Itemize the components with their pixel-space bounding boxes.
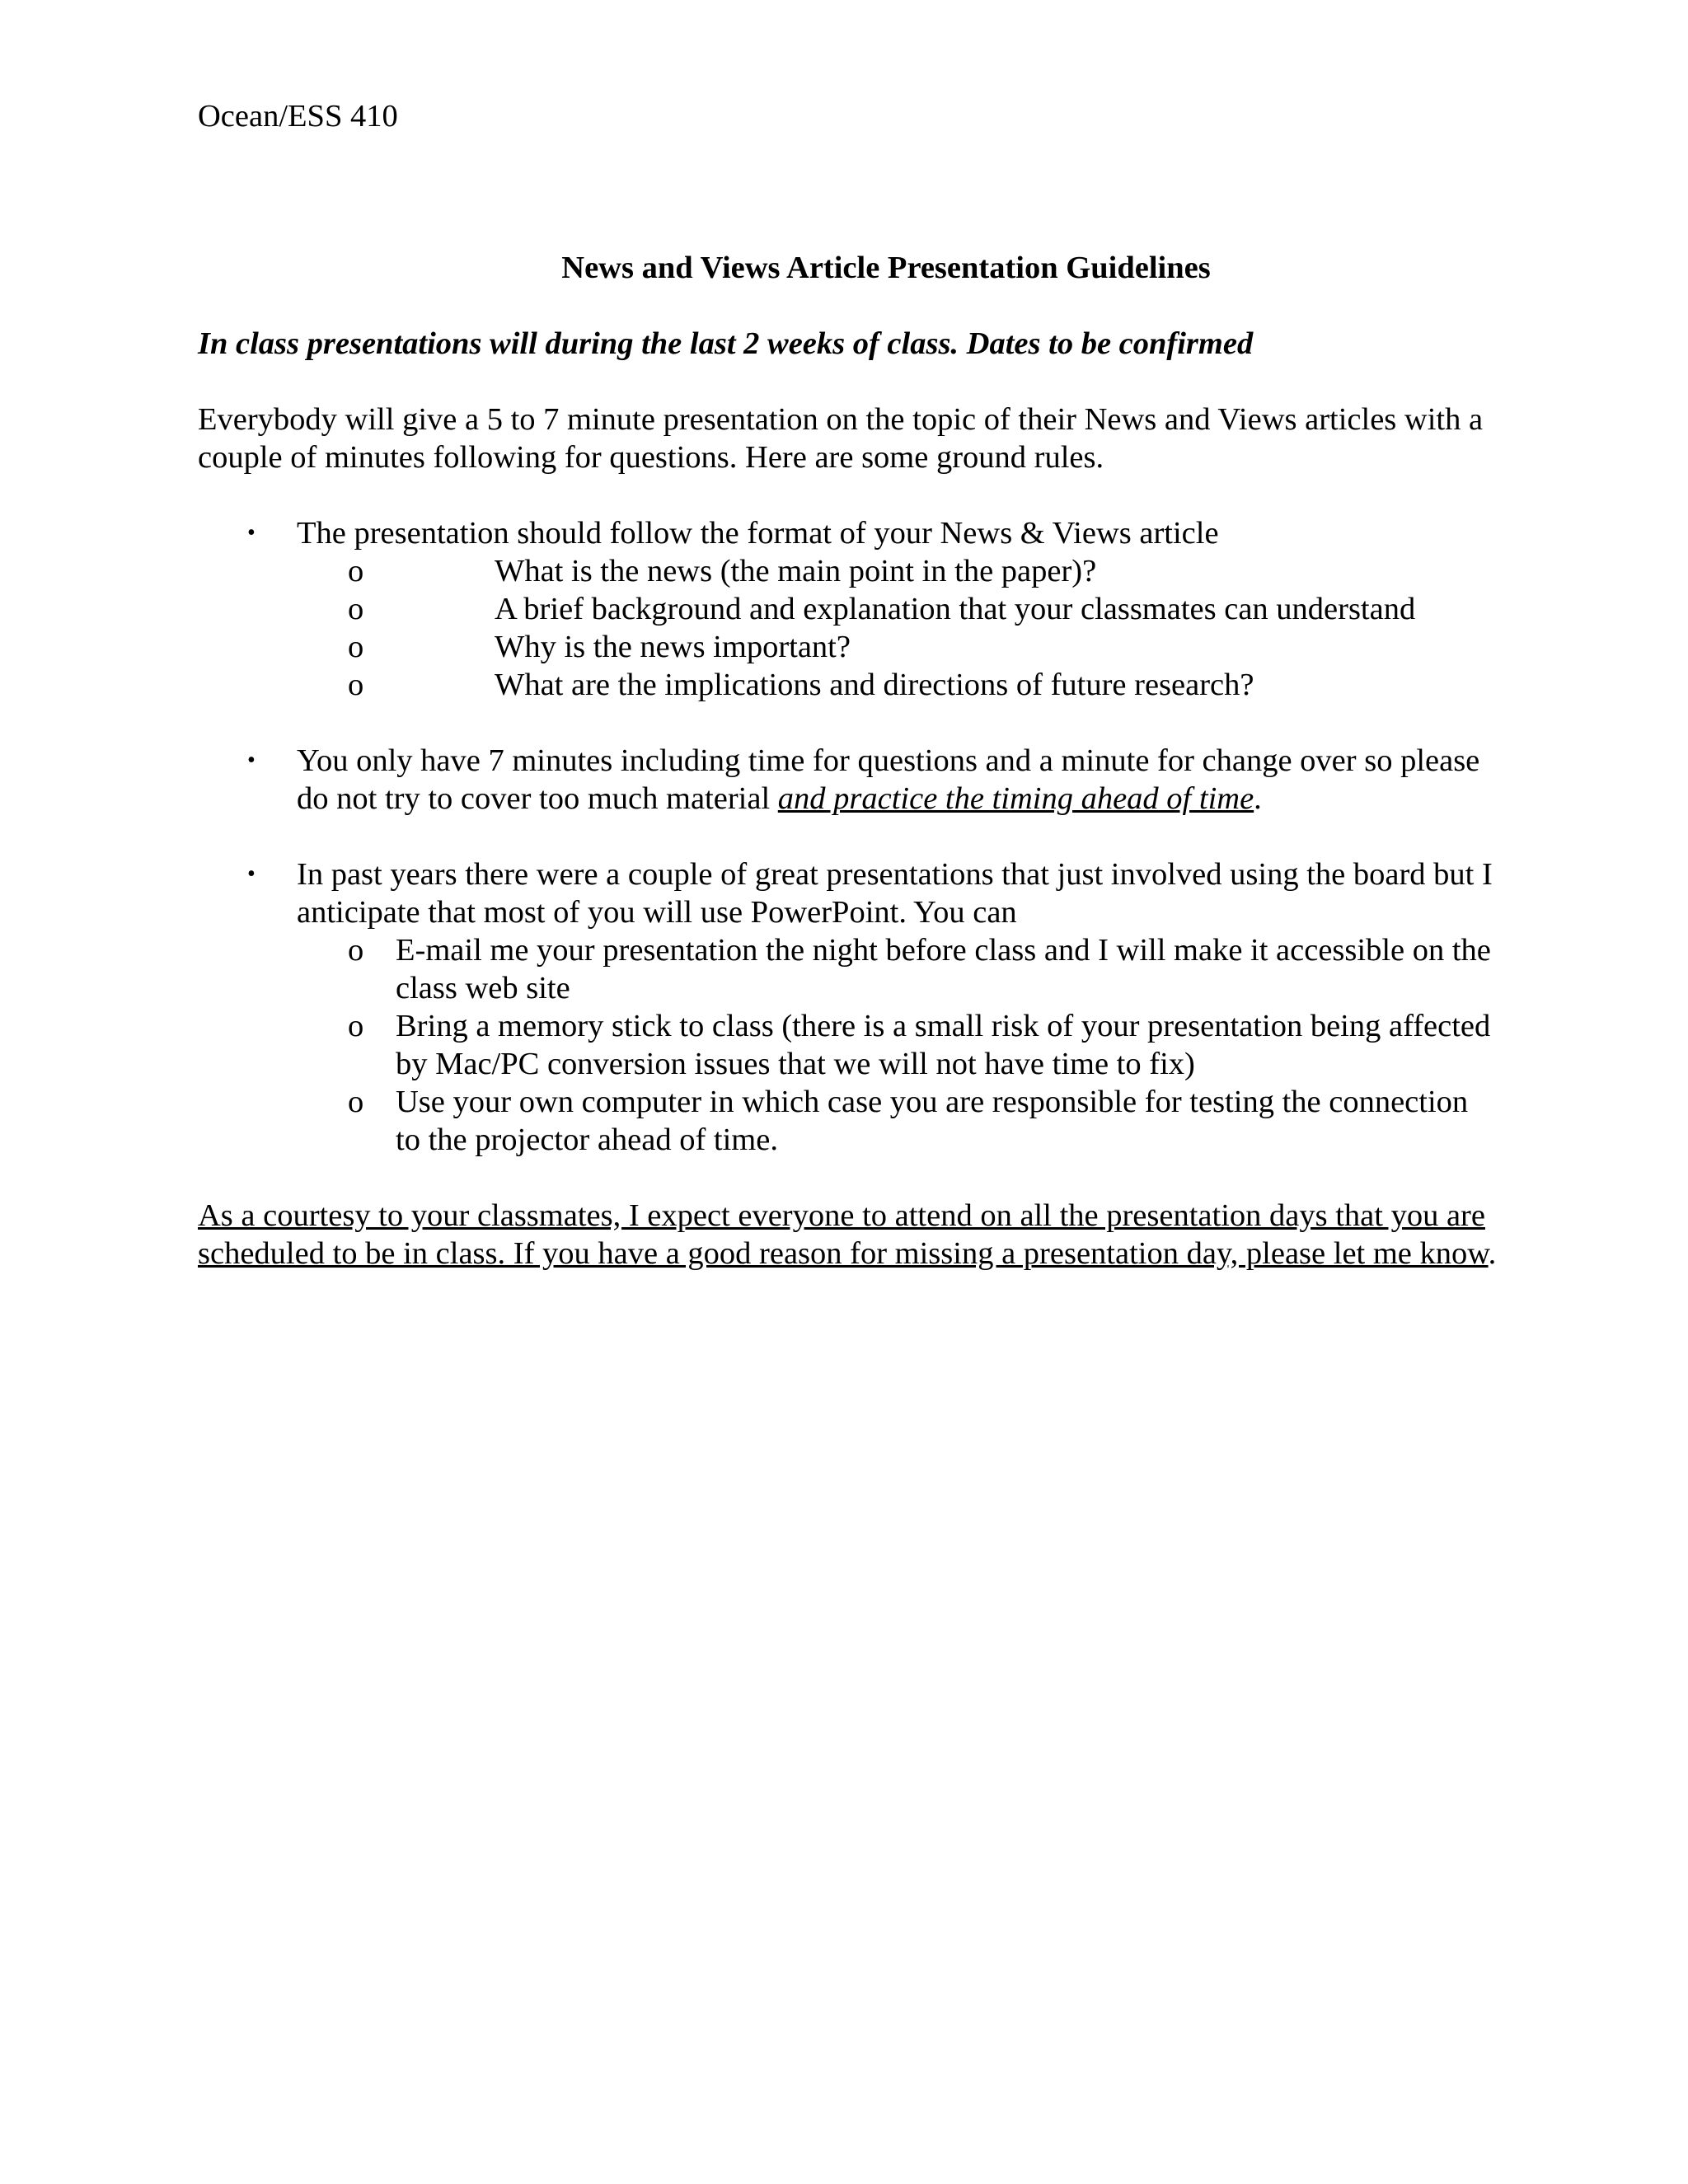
sub-list-item-text: Use your own computer in which case you are responsible for testing the connection to the projector ahead of time.	[396, 1085, 1469, 1157]
sub-list-item-text: What are the implications and directions of future research?	[495, 668, 1254, 702]
sub-list-item-text: A brief background and explanation that your classmates can understand	[495, 592, 1416, 626]
list-item	[198, 855, 1500, 1159]
circle-bullet-icon: o	[348, 1085, 364, 1119]
closing-underlined-text: As a courtesy to your classmates, I expect everyone to attend on all the presentation days that you are scheduled to be in class. If you have a good reason for missing a presentation day, please let me know	[198, 1198, 1489, 1271]
sub-list-item	[297, 931, 1500, 1007]
document-page	[198, 97, 1500, 1272]
list-item	[198, 514, 1500, 704]
circle-bullet-icon: o	[348, 1009, 364, 1043]
schedule-note: In class presentations will during the last 2 weeks of class. Dates to be confirmed	[198, 326, 1254, 361]
sub-list-item	[297, 666, 1500, 704]
circle-bullet-icon: o	[348, 668, 364, 702]
bullet-icon: •	[247, 861, 256, 887]
emphasis-text: and practice the timing ahead of time	[777, 781, 1254, 816]
list-item-text: You only have 7 minutes including time for questions and a minute for change over so please do not try to cover too much material	[297, 743, 1480, 816]
bullet-icon: •	[247, 520, 256, 546]
circle-bullet-icon: o	[348, 933, 364, 968]
document-title: News and Views Article Presentation Guidelines	[561, 251, 1211, 285]
sub-list-item	[297, 628, 1500, 666]
list-item-text: The presentation should follow the format of your News & Views article	[297, 516, 1219, 551]
intro-paragraph: Everybody will give a 5 to 7 minute presentation on the topic of their News and Views articles with a couple of minutes following for questions. Here are some ground rules.	[198, 402, 1484, 475]
circle-bullet-icon: o	[348, 630, 364, 664]
sub-list-item-text: E-mail me your presentation the night before class and I will make it accessible on the class web site	[396, 933, 1491, 1005]
format-sublist	[297, 552, 1500, 704]
list-item-text-end: .	[1254, 781, 1262, 816]
sub-list-item	[297, 1007, 1500, 1083]
sub-list-item-text: What is the news (the main point in the paper)?	[495, 554, 1097, 588]
sub-list-item	[297, 590, 1500, 628]
sub-list-item-text: Why is the news important?	[495, 630, 851, 664]
list-item	[198, 742, 1500, 818]
circle-bullet-icon: o	[348, 554, 364, 588]
list-item-text: In past years there were a couple of great presentations that just involved using the board but I anticipate that most of you will use PowerPoint. You can	[297, 857, 1493, 930]
sub-list-item-text: Bring a memory stick to class (there is a small risk of your presentation being affected by Mac/PC conversion issues that we will not have time to fix)	[396, 1009, 1491, 1081]
course-code: Ocean/ESS 410	[198, 99, 398, 134]
sub-list-item	[297, 1083, 1500, 1159]
circle-bullet-icon: o	[348, 592, 364, 626]
options-sublist	[297, 931, 1500, 1159]
ground-rules-list	[198, 514, 1500, 1159]
closing-end: .	[1488, 1236, 1497, 1271]
closing-paragraph	[198, 1197, 1500, 1272]
bullet-icon: •	[247, 748, 256, 773]
sub-list-item	[297, 552, 1500, 590]
